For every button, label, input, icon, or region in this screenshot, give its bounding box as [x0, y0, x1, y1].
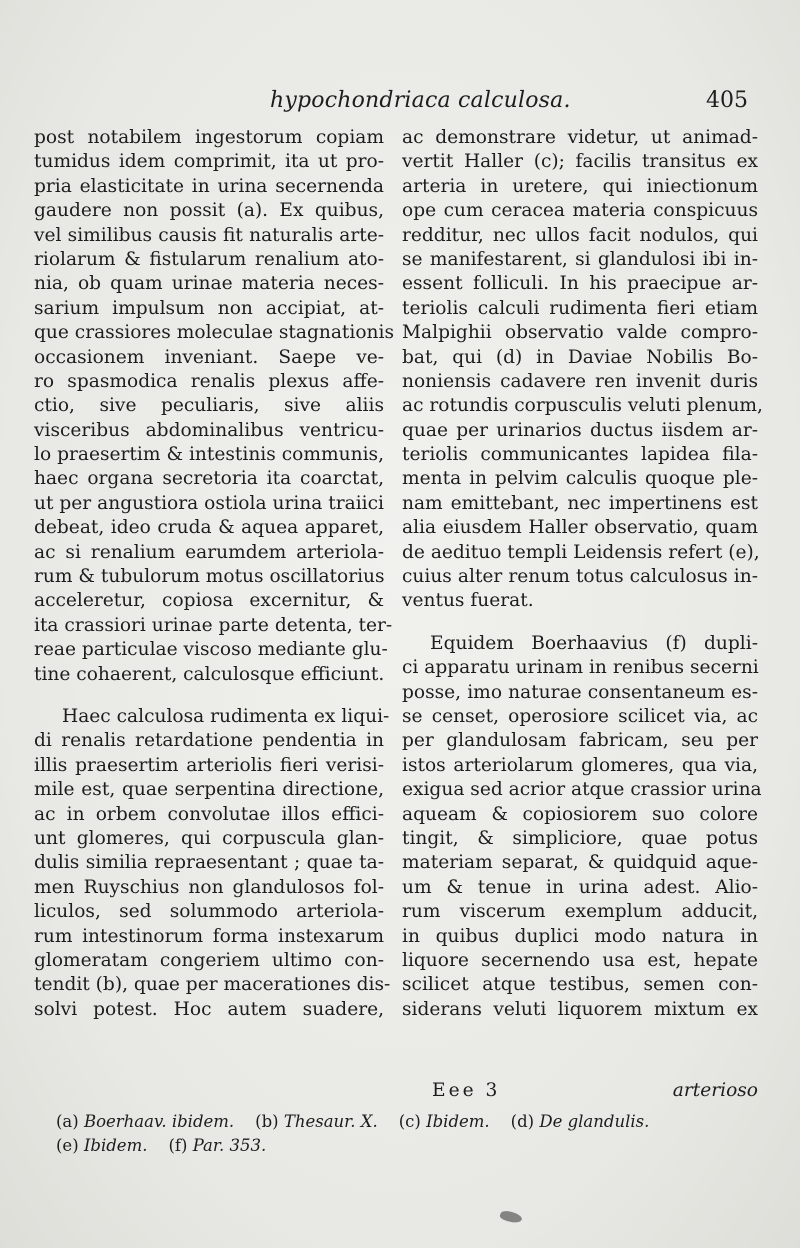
left-column-line: ut per angustiora ostiola urina traiici: [34, 492, 384, 514]
left-column-line: acceleretur, copiosa excernitur, &: [34, 590, 384, 612]
left-column-line: dulis similia repraesentant ; quae ta-: [34, 852, 384, 874]
footnote-f-text: Par. 353.: [192, 1136, 267, 1155]
left-column-line: ita crassiori urinae parte detenta, ter-: [34, 614, 393, 636]
footnote-line-2: [56, 1134, 766, 1158]
right-column-line: teriolis communicantes lapidea fila-: [402, 444, 758, 466]
left-column-line: unt glomeres, qui corpuscula glan-: [34, 827, 384, 849]
left-column-line: haec organa secretoria ita coarctat,: [34, 468, 384, 490]
footnote-c-text: Ibidem.: [426, 1112, 490, 1131]
footnote-line-1: [56, 1110, 766, 1134]
footnote-c-mark: (c): [398, 1112, 421, 1131]
left-text-column: [34, 126, 394, 1022]
left-column-line: ac in orbem convolutae illos effici-: [34, 803, 384, 825]
running-title: hypochondriaca calculosa.: [270, 88, 571, 113]
right-column-line: in quibus duplici modo natura in: [402, 925, 758, 947]
ink-smudge: [499, 1209, 523, 1225]
left-column-line: di renalis retardatione pendentia in: [34, 730, 384, 752]
right-column-line: essent folliculi. In his praecipue ar-: [402, 273, 758, 295]
right-column-line: redditur, nec ullos facit nodulos, qui: [402, 224, 758, 246]
footnote-e-mark: (e): [56, 1136, 79, 1155]
page-number: 405: [706, 88, 748, 113]
right-column-line: exigua sed acrior atque crassior urina: [402, 779, 762, 801]
footnote-f-mark: (f): [168, 1136, 188, 1155]
footnote-e-text: Ibidem.: [83, 1136, 148, 1155]
left-column-line: ctio, sive peculiaris, sive aliis: [34, 395, 384, 417]
left-column-line: Haec calculosa rudimenta ex liqui-: [62, 705, 390, 727]
footnote-d-mark: (d): [510, 1112, 535, 1131]
right-column-line: posse, imo naturae consentaneum es-: [402, 681, 758, 703]
right-column-line: liquore secernendo usa est, hepate: [402, 949, 758, 971]
left-column-line: glomeratam congeriem ultimo con-: [34, 949, 384, 971]
left-column-line: rum & tubulorum motus oscillatorius: [34, 566, 385, 588]
right-column-line: istos arteriolarum glomeres, qua via,: [402, 754, 758, 776]
signature-mark: Eee 3: [432, 1080, 501, 1101]
right-column-line: scilicet atque testibus, semen con-: [402, 974, 758, 996]
left-column-paragraph-break: [34, 687, 384, 705]
left-column-line: lo praesertim & intestinis communis,: [34, 444, 384, 466]
footnote-a-text: Boerhaav. ibidem.: [83, 1112, 235, 1131]
right-column-line: aqueam & copiosiorem suo colore: [402, 803, 758, 825]
left-column-line: tendit (b), quae per macerationes dis-: [34, 974, 391, 996]
left-column-line: ro spasmodica renalis plexus affe-: [34, 370, 384, 392]
right-text-column: [402, 126, 763, 1022]
right-column-paragraph-break: [402, 614, 758, 632]
right-column-line: Equidem Boerhaavius (f) dupli-: [430, 632, 758, 654]
left-column-line: visceribus abdominalibus ventricu-: [34, 419, 384, 441]
right-column-line: rum viscerum exemplum adducit,: [402, 901, 758, 923]
footnote-b-mark: (b): [255, 1112, 279, 1131]
right-column-line: arteria in uretere, qui iniectionum: [402, 175, 758, 197]
right-column-line: vertit Haller (c); facilis transitus ex: [402, 151, 758, 173]
left-column-line: ac si renalium earumdem arteriola-: [34, 541, 384, 563]
left-column-line: nia, ob quam urinae materia neces-: [34, 273, 384, 295]
footnote-d-text: De glandulis.: [539, 1112, 650, 1131]
right-column-line: ventus fuerat.: [402, 590, 534, 612]
footnotes: [56, 1110, 766, 1158]
right-column-line: menta in pelvim calculis quoque ple-: [402, 468, 758, 490]
right-column-line: materiam separat, & quidquid aque-: [402, 852, 758, 874]
right-column-line: de aedituo templi Leidensis refert (e),: [402, 541, 760, 563]
right-column-line: bat, qui (d) in Daviae Nobilis Bo-: [402, 346, 758, 368]
left-column-line: rum intestinorum forma instexarum: [34, 925, 384, 947]
left-column-line: mile est, quae serpentina directione,: [34, 779, 384, 801]
right-column-line: siderans veluti liquorem mixtum ex: [402, 998, 758, 1020]
right-column-line: per glandulosam fabricam, seu per: [402, 730, 758, 752]
left-column-line: solvi potest. Hoc autem suadere,: [34, 998, 384, 1020]
right-column-line: ac demonstrare videtur, ut animad-: [402, 127, 758, 148]
right-column-line: se manifestarent, si glandulosi ibi in-: [402, 248, 758, 270]
left-column-line: post notabilem ingestorum copiam: [34, 127, 384, 148]
catchline: [402, 1080, 758, 1104]
left-column-line: reae particulae viscoso mediante glu-: [34, 639, 388, 661]
left-column-line: liculos, sed solummodo arteriola-: [34, 901, 384, 923]
left-column-line: pria elasticitate in urina secernenda: [34, 175, 384, 197]
left-column-line: vel similibus causis fit naturalis arte-: [34, 224, 384, 246]
right-column-line: cuius alter renum totus calculosus in-: [402, 566, 758, 588]
left-column-line: tine cohaerent, calculosque efficiunt.: [34, 663, 385, 685]
right-column-line: teriolis calculi rudimenta fieri etiam: [402, 297, 758, 319]
catchword: arterioso: [672, 1080, 758, 1101]
right-column-line: noniensis cadavere ren invenit duris: [402, 370, 758, 392]
right-column-line: se censet, operosiore scilicet via, ac: [402, 705, 758, 727]
right-column-line: quae per urinarios ductus iisdem ar-: [402, 419, 758, 441]
right-column-line: ci apparatu urinam in renibus secerni: [402, 657, 759, 679]
left-column-line: sarium impulsum non accipiat, at-: [34, 297, 384, 319]
right-column-line: alia eiusdem Haller observatio, quam: [402, 517, 758, 539]
left-column-line: debeat, ideo cruda & aquea apparet,: [34, 517, 384, 539]
right-column-line: um & tenue in urina adest. Alio-: [402, 876, 758, 898]
left-column-line: men Ruyschius non glandulosos fol-: [34, 876, 384, 898]
left-column-line: gaudere non possit (a). Ex quibus,: [34, 200, 384, 222]
left-column-line: illis praesertim arteriolis fieri verisi-: [34, 754, 384, 776]
footnote-b-text: Thesaur. X.: [283, 1112, 378, 1131]
left-column-line: que crassiores moleculae stagnationis: [34, 322, 394, 344]
left-column-line: occasionem inveniant. Saepe ve-: [34, 346, 384, 368]
right-column-line: ac rotundis corpusculis veluti plenum,: [402, 395, 763, 417]
left-column-line: tumidus idem comprimit, ita ut pro-: [34, 151, 384, 173]
right-column-line: tingit, & simpliciore, quae potus: [402, 827, 758, 849]
footnote-a-mark: (a): [56, 1112, 79, 1131]
right-column-line: nam emittebant, nec impertinens est: [402, 492, 758, 514]
left-column-line: riolarum & fistularum renalium ato-: [34, 248, 384, 270]
right-column-line: ope cum ceracea materia conspicuus: [402, 200, 758, 222]
right-column-line: Malpighii observatio valde compro-: [402, 322, 758, 344]
